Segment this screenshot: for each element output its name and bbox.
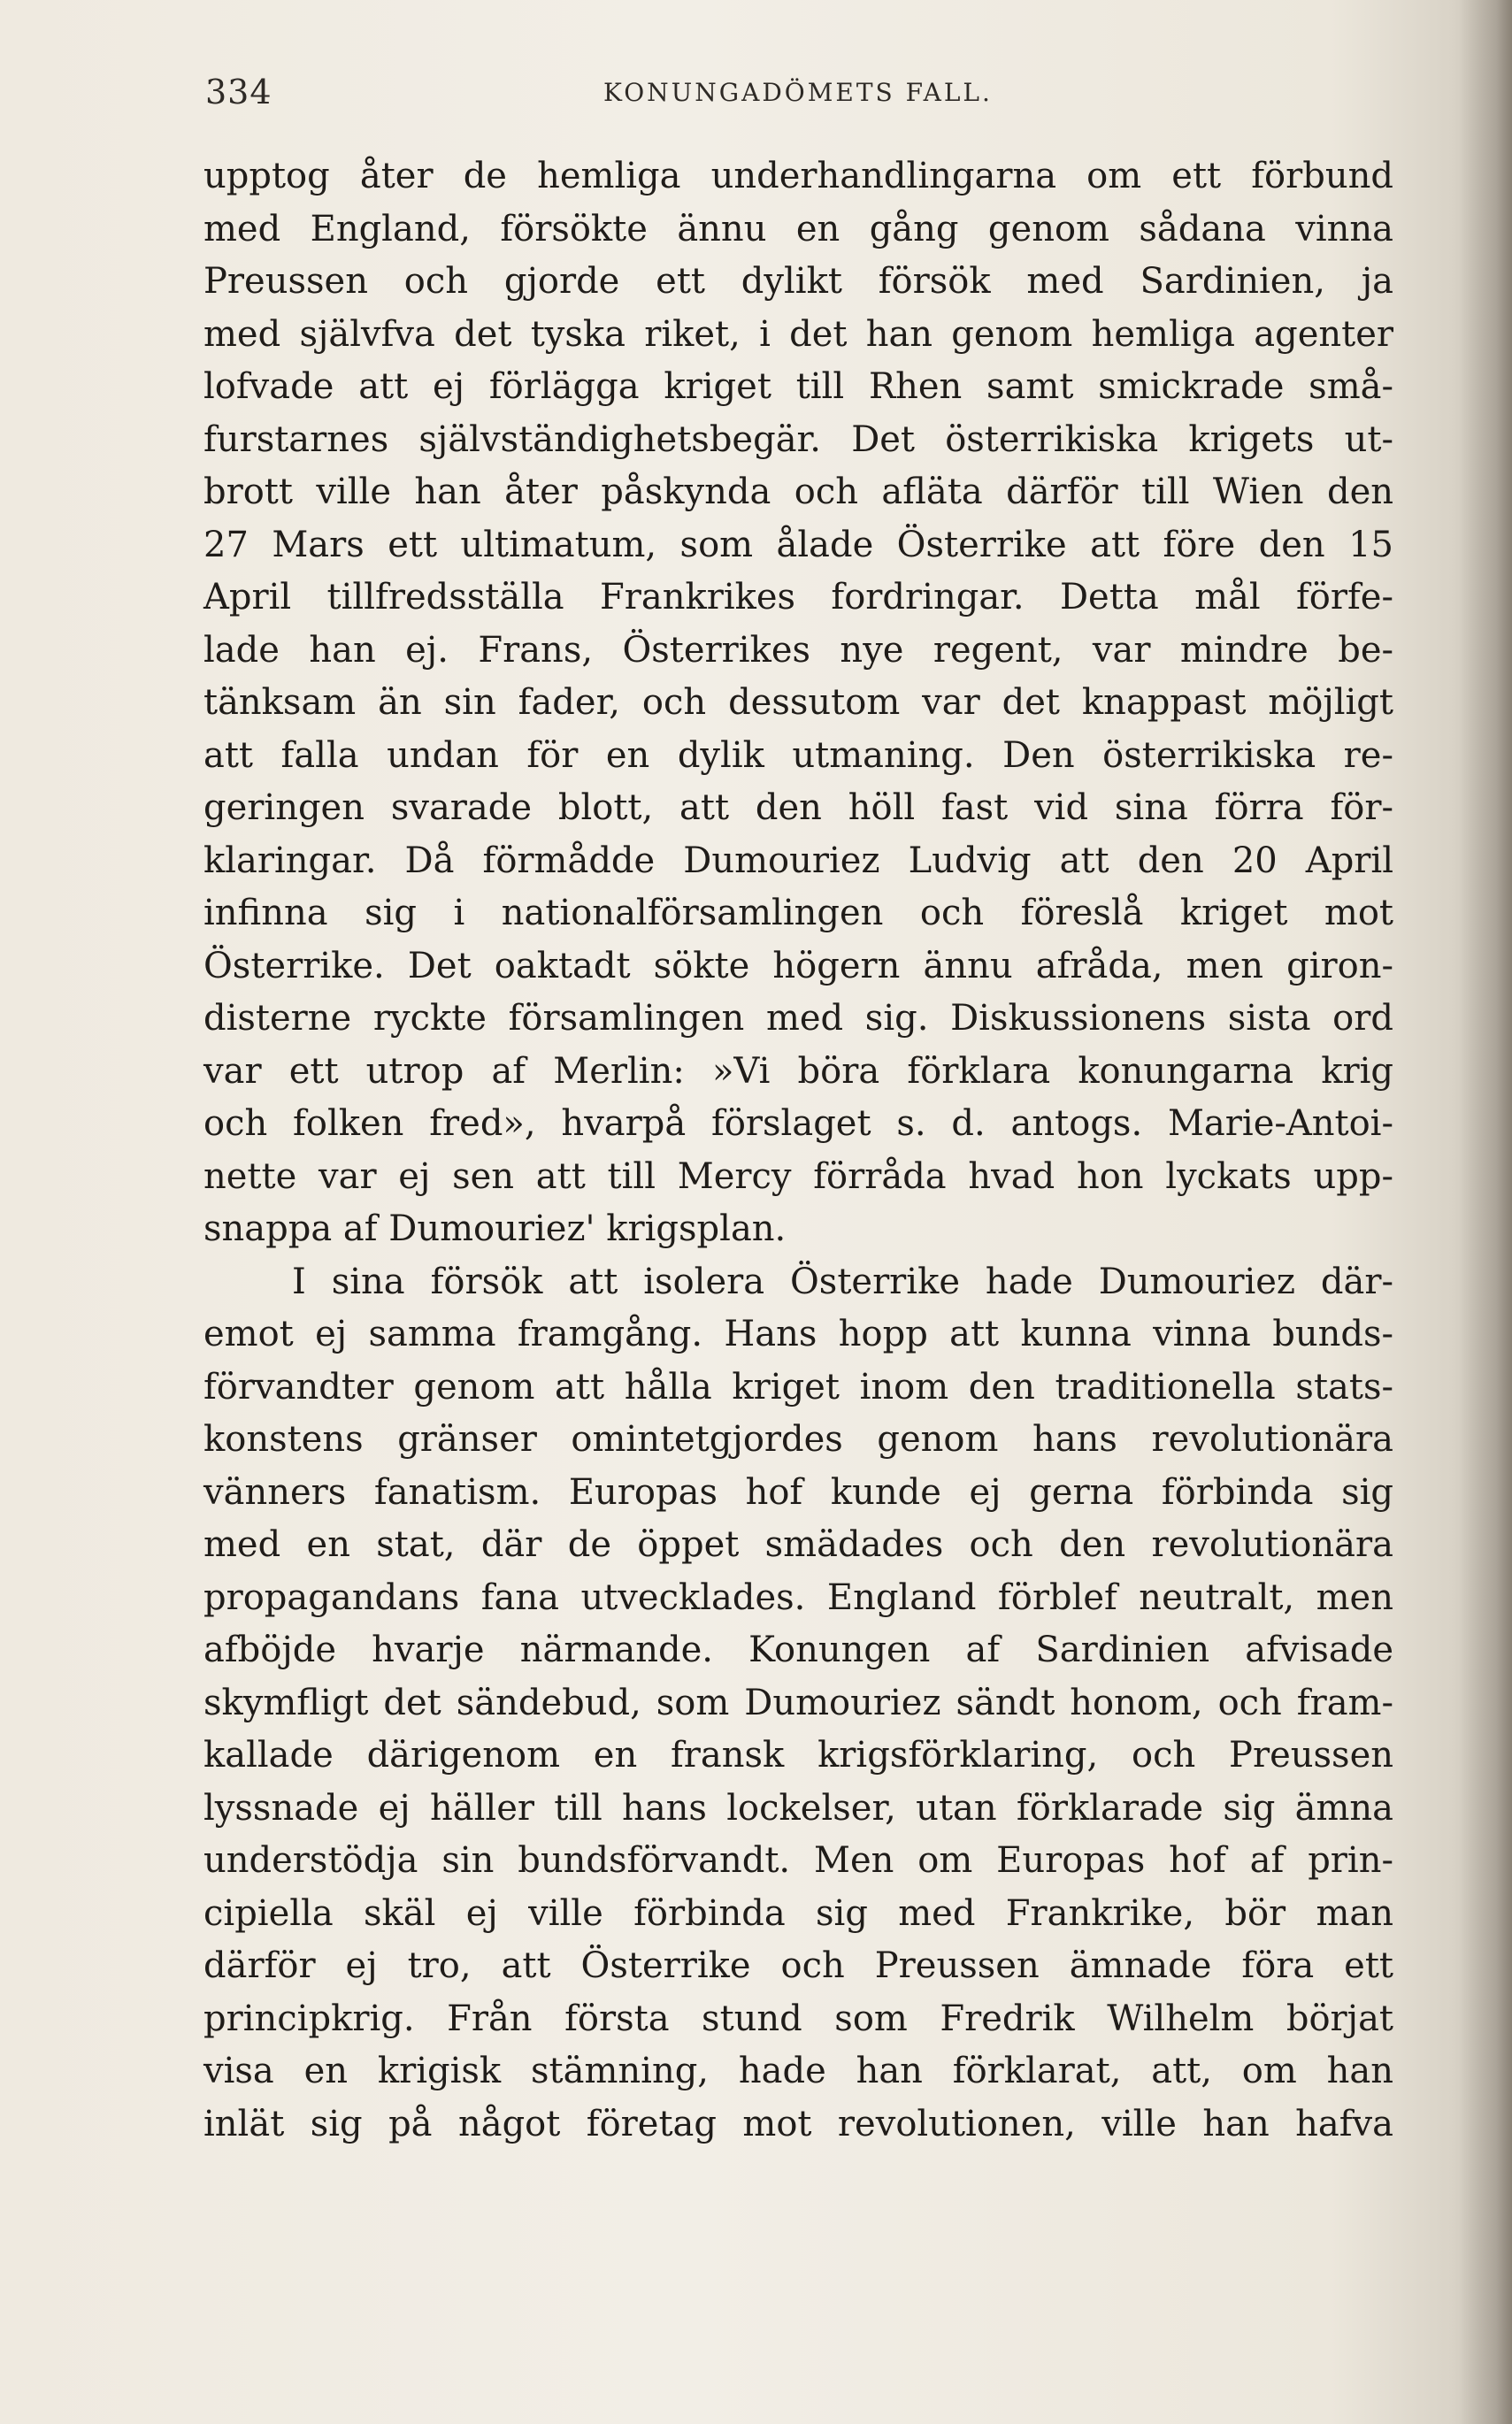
text-line: afböjde hvarje närmande. Konungen af Sardinien afvisade [203,1630,1393,1670]
page-edge-shadow [1459,0,1512,2424]
text-line: med en stat, där de öppet smädades och den revolutionära [203,1524,1393,1565]
text-line: April tillfredsställa Frankrikes fordringar. Detta mål förfe- [203,577,1393,618]
text-line: furstarnes självständighetsbegär. Det österrikiska krigets ut- [203,418,1393,460]
running-title: KONUNGADÖMETS FALL. [603,78,993,107]
paragraph-end-line: snappa af Dumouriez' krigsplan. [203,1208,787,1249]
text-line: konstens gränser omintetgjordes genom hans revolutionära [203,1419,1393,1460]
page-header [205,73,1391,117]
text-line: och folken fred», hvarpå förslaget s. d. antogs. Marie-Antoi- [203,1103,1393,1144]
text-line: lofvade att ej förlägga kriget till Rhen samt smickrade små- [203,366,1393,407]
text-line: kallade därigenom en fransk krigsförklaring, och Preussen [203,1735,1393,1776]
text-line: 27 Mars ett ultimatum, som ålade Österrike att före den 15 [203,524,1393,565]
text-line: klaringar. Då förmådde Dumouriez Ludvig att den 20 April [203,840,1393,881]
text-line: cipiella skäl ej ville förbinda sig med Frankrike, bör man [203,1892,1393,1934]
text-line: geringen svarade blott, att den höll fast vid sina förra för- [203,787,1393,828]
text-line: infinna sig i nationalförsamlingen och föreslå kriget mot [203,893,1393,933]
text-line: nette var ej sen att till Mercy förråda hvad hon lyckats upp- [203,1155,1393,1197]
text-line: Österrike. Det oaktadt sökte högern ännu afråda, men giron- [203,945,1393,986]
text-line: inlät sig på något företag mot revolutionen, ville han hafva [203,2103,1393,2144]
text-line: med självfva det tyska riket, i det han genom hemliga agenter [203,313,1393,355]
text-line: upptog åter de hemliga underhandlingarna om ett förbund [203,156,1393,196]
text-line: därför ej tro, att Österrike och Preussen ämnade föra ett [203,1945,1393,1986]
text-line: med England, försökte ännu en gång genom sådana vinna [203,208,1393,249]
text-line: visa en krigisk stämning, hade han förklarat, att, om han [203,2051,1393,2091]
text-line: brott ville han åter påskynda och afläta därför till Wien den [203,472,1393,512]
text-line: skymfligt det sändebud, som Dumouriez sändt honom, och fram- [203,1682,1393,1723]
paragraph-start-line: I sina försök att isolera Österrike hade Dumouriez där- [292,1261,1393,1302]
body-text [203,150,1393,2151]
text-line: lyssnade ej häller till hans lockelser, utan förklarade sig ämna [203,1787,1393,1829]
text-line: emot ej samma framgång. Hans hopp att kunna vinna bunds- [203,1314,1393,1354]
text-line: Preussen och gjorde ett dylikt försök med Sardinien, ja [203,261,1393,302]
text-line: var ett utrop af Merlin: »Vi böra förklara konungarna krig [203,1050,1393,1092]
page-number: 334 [205,73,272,111]
text-line: principkrig. Från första stund som Fredrik Wilhelm börjat [203,1998,1393,2039]
text-line: vänners fanatism. Europas hof kunde ej gerna förbinda sig [203,1471,1393,1513]
text-line: att falla undan för en dylik utmaning. Den österrikiska re- [203,734,1393,776]
text-line: propagandans fana utvecklades. England förblef neutralt, men [203,1576,1393,1618]
text-line: lade han ej. Frans, Österrikes nye regent, var mindre be- [203,629,1393,671]
text-line: förvandter genom att hålla kriget inom den traditionella stats- [203,1366,1393,1408]
text-line: understödja sin bundsförvandt. Men om Europas hof af prin- [203,1840,1393,1881]
text-line: tänksam än sin fader, och dessutom var det knappast möjligt [203,682,1393,723]
text-line: disterne ryckte församlingen med sig. Diskussionens sista ord [203,998,1393,1039]
